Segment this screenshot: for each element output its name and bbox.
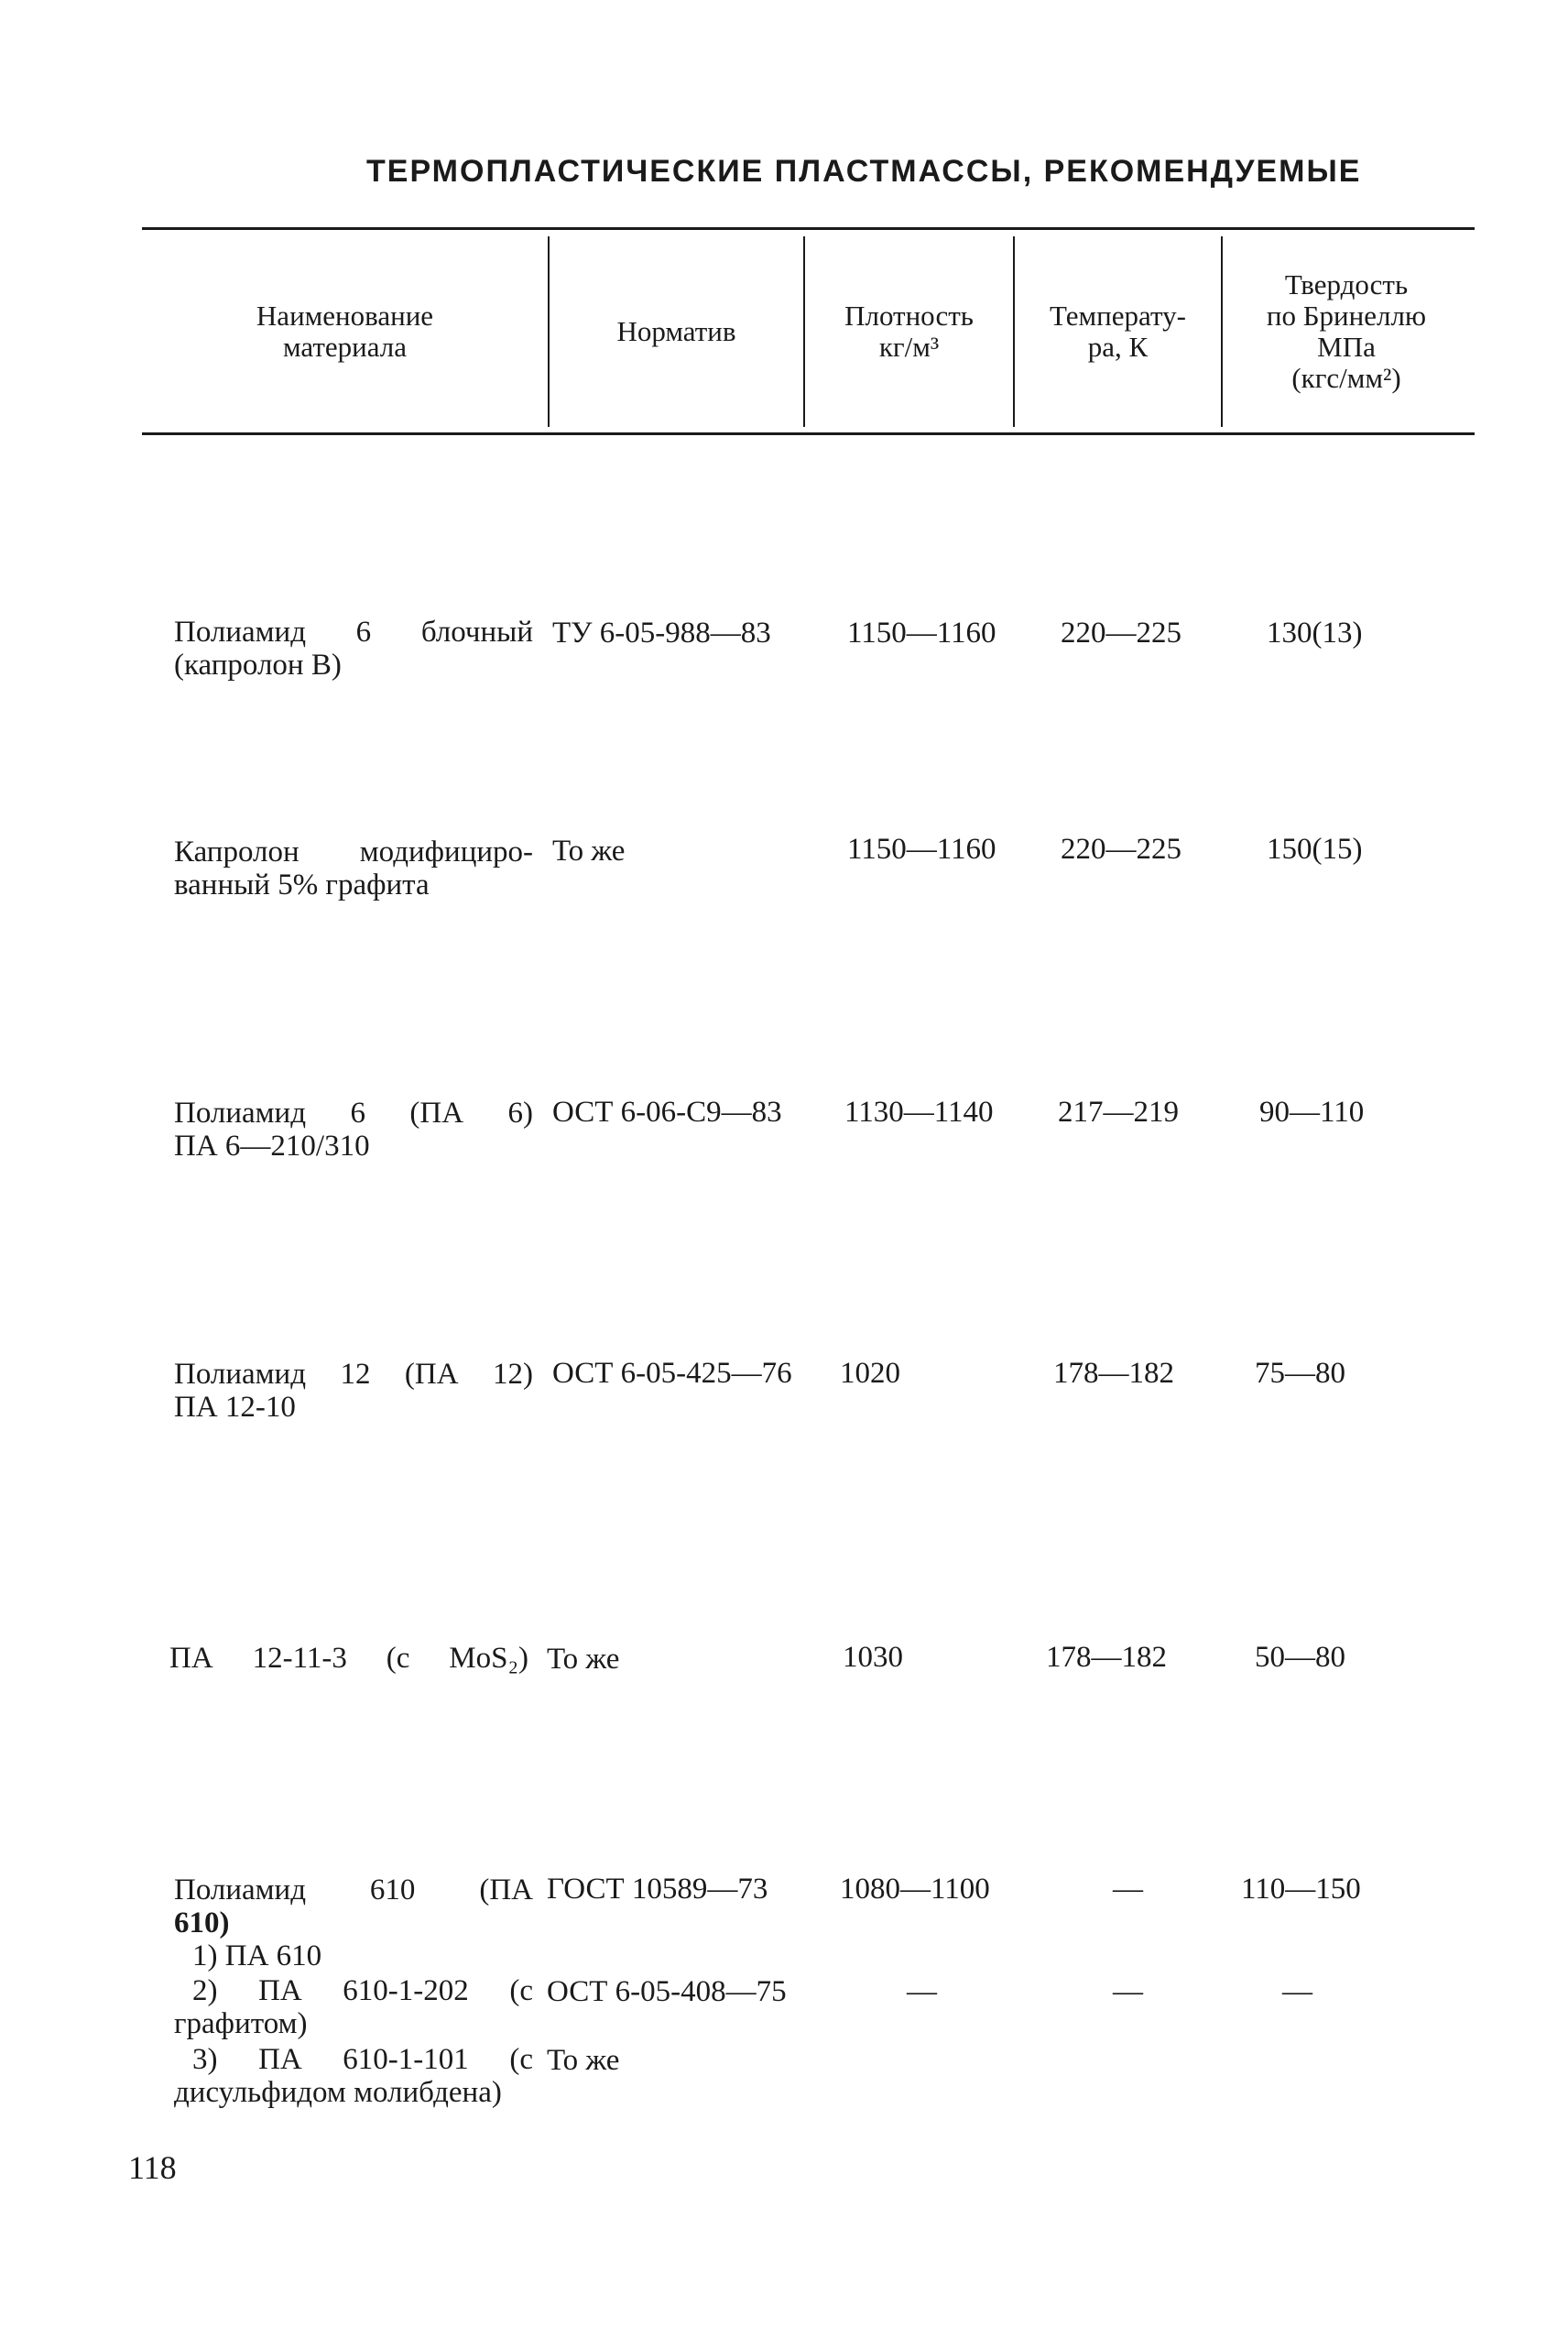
material-name: Полиамид 610 (ПА 610) [174, 1874, 533, 1939]
density-cell: 1150—1160 [847, 617, 996, 650]
subrow-name: 1) ПА 610 [192, 1939, 322, 1972]
standard-cell: ОСТ 6-05-425—76 [552, 1357, 792, 1390]
material-name: Полиамид 12 (ПА 12) ПА 12-10 [174, 1358, 533, 1424]
temperature-cell: 178—182 [1046, 1641, 1167, 1674]
document-title: ТЕРМОПЛАСТИЧЕСКИЕ ПЛАСТМАССЫ, РЕКОМЕНДУЕМЫЕ [366, 154, 1362, 189]
density-cell: 1130—1140 [844, 1096, 994, 1129]
density-cell: — [907, 1975, 937, 2008]
subrow-name: 2) ПА 610-1-202 (с графитом) [174, 1974, 533, 2040]
temperature-cell: — [1113, 1975, 1143, 2008]
temperature-cell: 217—219 [1058, 1096, 1179, 1129]
standard-cell: ТУ 6-05-988—83 [552, 617, 771, 650]
standard-cell: ОСТ 6-06-С9—83 [552, 1096, 782, 1129]
hardness-cell: 130(13) [1267, 617, 1363, 650]
material-name: Капролон модифициро- ванный 5% графита [174, 836, 533, 901]
standard-cell: То же [552, 835, 626, 868]
standard-cell: ГОСТ 10589—73 [547, 1873, 768, 1906]
header-hardness: Твердость по Бринеллю МПа (кгс/мм²) [1266, 268, 1427, 394]
header-density: Плотность кг/м³ [844, 300, 974, 363]
temperature-cell: 220—225 [1061, 617, 1181, 650]
standard-cell: ОСТ 6-05-408—75 [547, 1975, 787, 2008]
density-cell: 1080—1100 [840, 1873, 990, 1906]
density-cell: 1150—1160 [847, 833, 996, 866]
subrow-name: 3) ПА 610-1-101 (с дисульфидом молибдена) [174, 2043, 533, 2109]
hardness-cell: 110—150 [1241, 1873, 1361, 1906]
hardness-cell: 50—80 [1255, 1641, 1345, 1674]
temperature-cell: 220—225 [1061, 833, 1181, 866]
table-top-rule [142, 227, 1475, 230]
hardness-cell: — [1282, 1975, 1312, 2008]
page-number: 118 [128, 2149, 177, 2186]
header-standard: Норматив [616, 315, 736, 347]
standard-cell: То же [547, 2044, 620, 2077]
hardness-cell: 150(15) [1267, 833, 1363, 866]
temperature-cell: — [1113, 1873, 1143, 1906]
temperature-cell: 178—182 [1053, 1357, 1174, 1390]
density-cell: 1020 [840, 1357, 900, 1390]
header-temperature: Температу- ра, К [1050, 300, 1186, 363]
hardness-cell: 75—80 [1255, 1357, 1345, 1390]
hardness-cell: 90—110 [1259, 1096, 1365, 1129]
standard-cell: То же [547, 1643, 620, 1676]
material-name: ПА 12-11-3 (с MoS₂) [169, 1642, 528, 1675]
table-header-rule [142, 432, 1475, 435]
material-name: Полиамид 6 блочный (капролон В) [174, 616, 533, 682]
density-cell: 1030 [843, 1641, 903, 1674]
material-name: Полиамид 6 (ПА 6) ПА 6—210/310 [174, 1097, 533, 1163]
header-name: Наименование материала [256, 300, 434, 363]
